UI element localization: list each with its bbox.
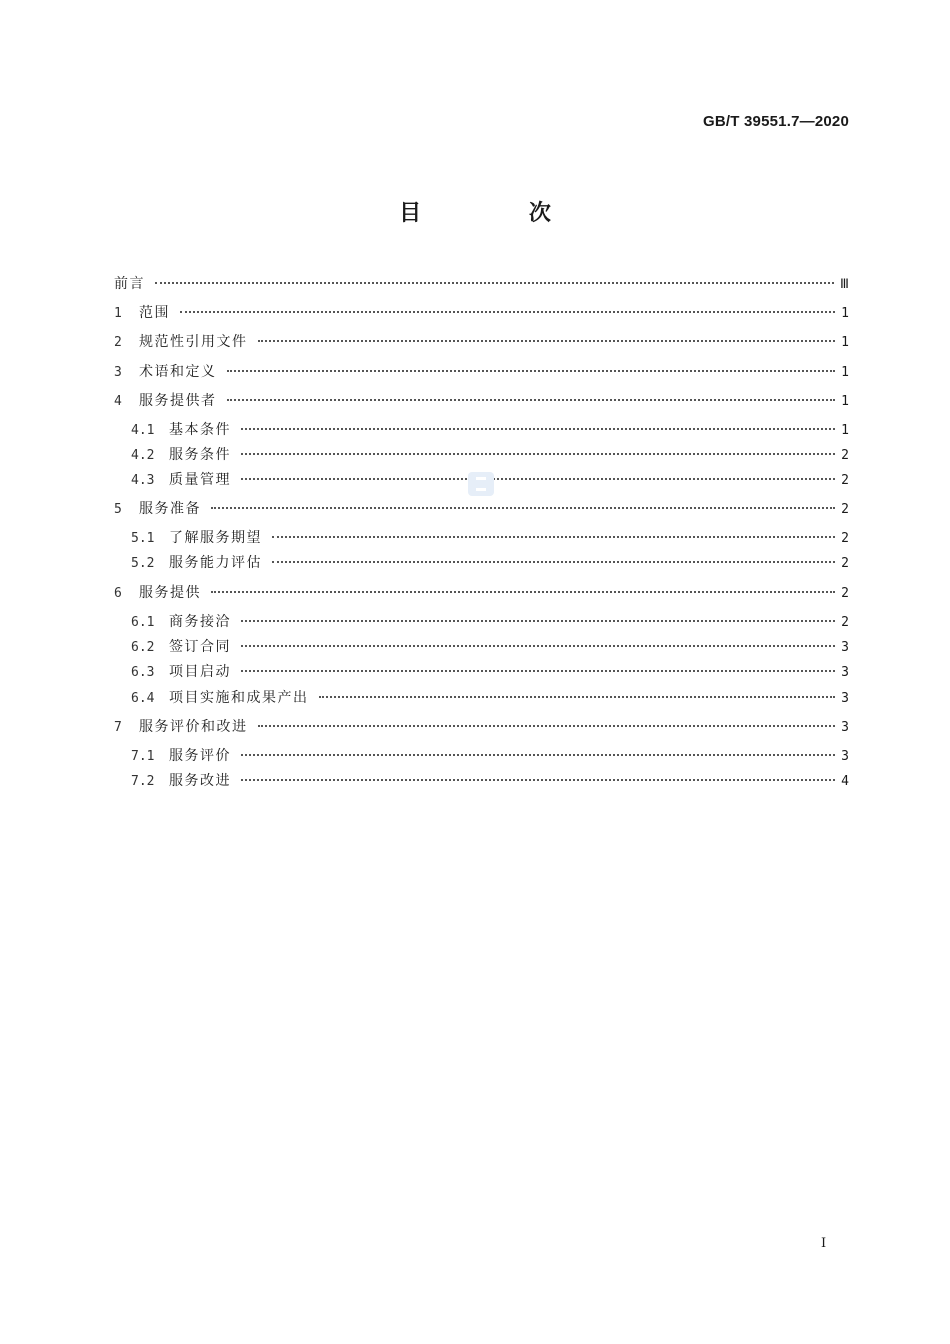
toc-entry-number: 7 xyxy=(114,720,122,735)
toc-dot-leader xyxy=(227,370,836,372)
toc-entry-label: 项目启动 xyxy=(169,664,231,680)
toc-entry-number: 6.1 xyxy=(131,615,155,630)
toc-dot-leader xyxy=(241,428,835,430)
toc-entry[interactable] xyxy=(131,771,849,791)
toc-entry-label: 前言 xyxy=(114,276,145,292)
toc-entry-page: 3 xyxy=(841,640,849,655)
toc-entry[interactable] xyxy=(114,499,849,519)
toc-dot-leader xyxy=(211,507,835,509)
toc-entry-number: 2 xyxy=(114,335,122,350)
toc-entry-page: 2 xyxy=(841,473,849,488)
toc-entry-number: 6.2 xyxy=(131,640,155,655)
toc-dot-leader xyxy=(241,754,835,756)
toc-entry-label: 项目实施和成果产出 xyxy=(169,690,309,706)
toc-entry[interactable] xyxy=(114,303,849,323)
toc-entry[interactable] xyxy=(114,583,849,603)
toc-entry-page: 2 xyxy=(841,448,849,463)
toc-entry-page: 3 xyxy=(841,691,849,706)
toc-entry-page: 3 xyxy=(841,720,849,735)
toc-entry-page: 1 xyxy=(841,335,849,350)
toc-entry-label: 范围 xyxy=(139,305,170,321)
toc-entry-label: 服务改进 xyxy=(169,773,231,789)
toc-dot-leader xyxy=(258,340,836,342)
toc-dot-leader xyxy=(272,561,835,563)
watermark-logo-icon xyxy=(468,472,494,496)
toc-entry-label: 规范性引用文件 xyxy=(139,334,248,350)
toc-entry[interactable] xyxy=(131,553,849,573)
toc-entry-label: 了解服务期望 xyxy=(169,530,262,546)
toc-dot-leader xyxy=(227,399,836,401)
toc-entry-number: 4.3 xyxy=(131,473,155,488)
toc-entry-number: 6 xyxy=(114,586,122,601)
toc-dot-leader xyxy=(241,453,835,455)
toc-entry-page: 1 xyxy=(841,365,849,380)
toc-entry-label: 基本条件 xyxy=(169,422,231,438)
toc-entry-page: 1 xyxy=(841,306,849,321)
toc-entry-page: 3 xyxy=(841,749,849,764)
toc-dot-leader xyxy=(258,725,836,727)
toc-entry-label: 服务提供者 xyxy=(139,393,217,409)
toc-dot-leader xyxy=(319,696,836,698)
toc-entry[interactable] xyxy=(114,274,849,294)
toc-entry-page: 2 xyxy=(841,502,849,517)
toc-dot-leader xyxy=(241,620,835,622)
toc-entry-label: 服务条件 xyxy=(169,447,231,463)
toc-entry-page: 2 xyxy=(841,531,849,546)
toc-entry-label: 服务评价 xyxy=(169,748,231,764)
toc-entry[interactable] xyxy=(131,688,849,708)
toc-entry[interactable] xyxy=(114,717,849,737)
toc-entry-number: 5.1 xyxy=(131,531,155,546)
toc-entry-number: 4.1 xyxy=(131,423,155,438)
page-title: 目 次 xyxy=(399,201,601,226)
toc-entry-label: 质量管理 xyxy=(169,472,231,488)
toc-dot-leader xyxy=(155,282,834,284)
toc-entry-number: 4 xyxy=(114,394,122,409)
toc-entry[interactable] xyxy=(131,612,849,632)
toc-entry-label: 术语和定义 xyxy=(139,364,217,380)
toc-entry-number: 6.3 xyxy=(131,665,155,680)
toc-entry-label: 商务接洽 xyxy=(169,614,231,630)
toc-entry-number: 5.2 xyxy=(131,556,155,571)
toc-entry[interactable] xyxy=(114,391,849,411)
toc-entry-label: 服务评价和改进 xyxy=(139,719,248,735)
toc-entry[interactable] xyxy=(131,746,849,766)
toc-entry-number: 7.2 xyxy=(131,774,155,789)
toc-entry-page: 3 xyxy=(841,665,849,680)
toc-entry-label: 服务提供 xyxy=(139,585,201,601)
toc-dot-leader xyxy=(241,779,835,781)
toc-entry[interactable] xyxy=(131,445,849,465)
toc-entry-page: 2 xyxy=(841,586,849,601)
toc-entry[interactable] xyxy=(131,528,849,548)
toc-entry-number: 7.1 xyxy=(131,749,155,764)
toc-dot-leader xyxy=(180,311,835,313)
toc-dot-leader xyxy=(211,591,835,593)
toc-entry-page: 2 xyxy=(841,615,849,630)
toc-entry-number: 5 xyxy=(114,502,122,517)
standard-code: GB/T 39551.7—2020 xyxy=(703,113,849,130)
toc-entry-number: 6.4 xyxy=(131,691,155,706)
toc-entry[interactable] xyxy=(131,637,849,657)
toc-entry-label: 签订合同 xyxy=(169,639,231,655)
page-number: Ⅰ xyxy=(821,1236,827,1251)
toc-entry-label: 服务能力评估 xyxy=(169,555,262,571)
toc-entry-number: 3 xyxy=(114,365,122,380)
toc-entry-page: 2 xyxy=(841,556,849,571)
toc-dot-leader xyxy=(272,536,835,538)
toc-entry-number: 1 xyxy=(114,306,122,321)
toc-entry[interactable] xyxy=(131,662,849,682)
toc-entry-label: 服务准备 xyxy=(139,501,201,517)
toc-entry[interactable] xyxy=(114,362,849,382)
toc-entry-page: 1 xyxy=(841,423,849,438)
toc-entry[interactable] xyxy=(131,420,849,440)
toc-entry-page: 1 xyxy=(841,394,849,409)
toc-dot-leader xyxy=(241,645,835,647)
toc-entry-number: 4.2 xyxy=(131,448,155,463)
toc-dot-leader xyxy=(241,478,835,480)
toc-dot-leader xyxy=(241,670,835,672)
toc-entry-page: Ⅲ xyxy=(840,277,849,292)
toc-entry-page: 4 xyxy=(841,774,849,789)
toc-entry[interactable] xyxy=(114,332,849,352)
